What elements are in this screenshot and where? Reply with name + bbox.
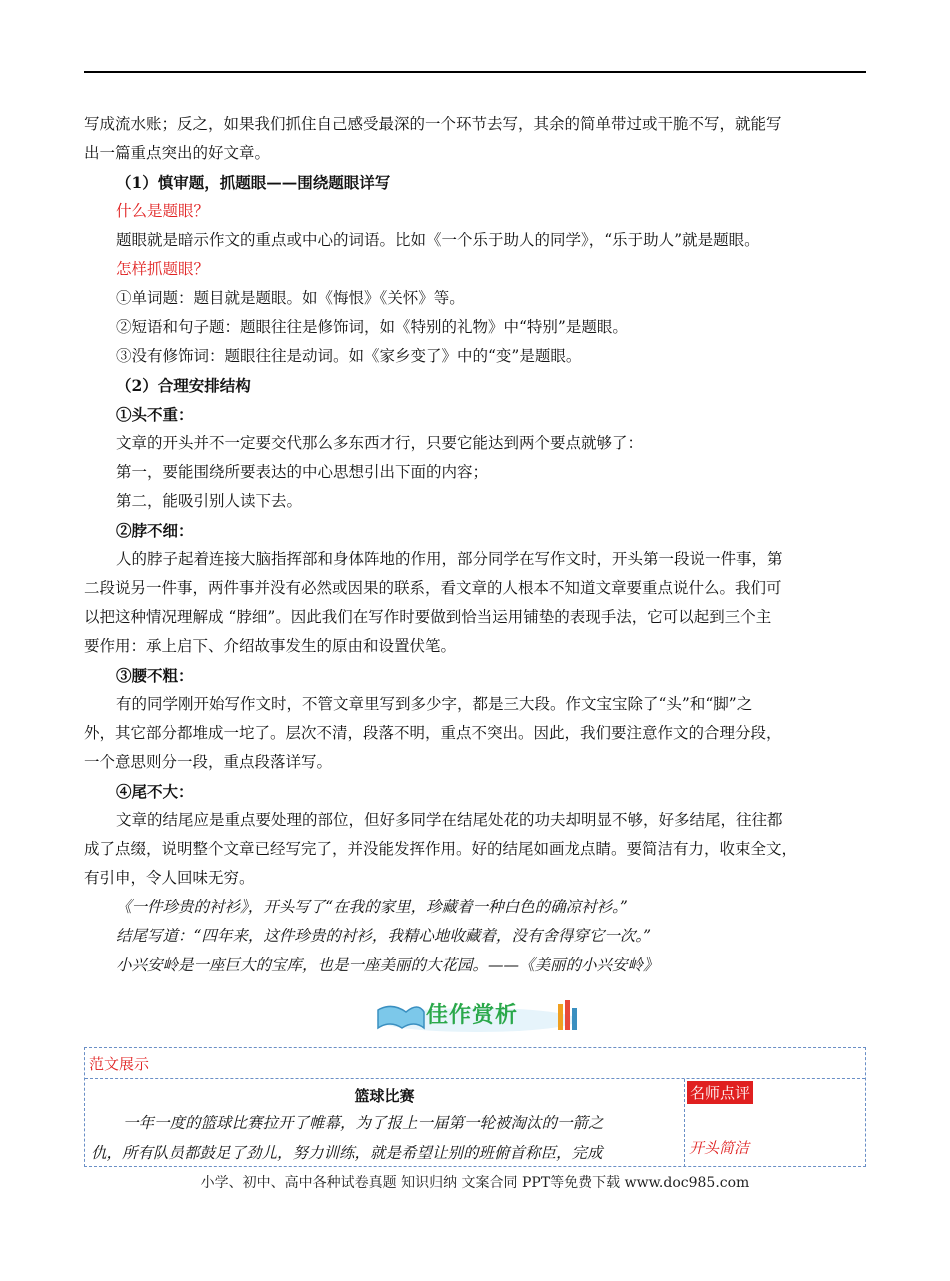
question-heading: 怎样抓题眼？ [116, 260, 210, 278]
comment-text: 开头简洁 [689, 1139, 750, 1157]
sample-essay-box [84, 1047, 866, 1167]
intro-line: 出一篇重点突出的好文章。 [84, 144, 271, 162]
example-quote: 小兴安岭是一座巨大的宝库，也是一座美丽的大花园。——《美丽的小兴安岭》 [116, 956, 659, 974]
sample-header: 范文展示 [85, 1048, 865, 1079]
example-quote: 《一件珍贵的衬衫》，开头写了“在我的家里，珍藏着一种白色的确凉衬衫。” [116, 898, 628, 916]
paragraph: 题眼就是暗示作文的重点或中心的词语。比如《一个乐于助人的同学》，“乐于助人”就是题眼。 [116, 231, 760, 249]
essay-panel [85, 1079, 684, 1167]
paragraph-line: 人的脖子起着连接大脑指挥部和身体阵地的作用，部分同学在写作文时，开头第一段说一件事，第 [116, 550, 783, 568]
essay-line: 一年一度的篮球比赛拉开了帷幕，为了报上一届第一轮被淘汰的一箭之 [123, 1114, 604, 1132]
paragraph-line: 要作用：承上启下、介绍故事发生的原由和设置伏笔。 [84, 637, 457, 655]
paragraph-line: 二段说另一件事，两件事并没有必然或因果的联系，看文章的人根本不知道文章要重点说什么。我们可 [84, 579, 782, 597]
subsection-heading: ②脖不细： [116, 521, 194, 540]
paragraph: 第一，要能围绕所要表达的中心思想引出下面的内容； [116, 463, 489, 481]
section-heading: （2）合理安排结构 [116, 376, 251, 395]
paragraph-line: 外，其它部分都堆成一坨了。层次不清，段落不明，重点不突出。因此，我们要注意作文的合理分段， [84, 724, 782, 742]
essay-title: 篮球比赛 [354, 1087, 415, 1105]
paragraph-line: 以把这种情况理解成 “脖细”。因此我们在写作时要做到恰当运用铺垫的表现手法，它可以起到三个主 [84, 608, 772, 626]
document-body [84, 110, 869, 980]
paragraph-line: 文章的结尾应是重点要处理的部位，但好多同学在结尾处花的功夫却明显不够，好多结尾，往往都 [116, 811, 783, 829]
question-heading: 什么是题眼？ [116, 202, 210, 220]
paragraph-line: 有引申，令人回味无穷。 [84, 869, 255, 887]
section-banner [372, 990, 582, 1036]
paragraph-line: 一个意思则分一段，重点段落详写。 [84, 753, 333, 771]
section-heading: （1）慎审题，抓题眼——围绕题眼详写 [116, 173, 391, 192]
intro-line: 写成流水账；反之，如果我们抓住自己感受最深的一个环节去写，其余的简单带过或干脆不写，就能写 [84, 115, 782, 133]
essay-line: 仇，所有队员都鼓足了劲儿，努力训练，就是希望让别的班俯首称臣，完成 [91, 1144, 603, 1162]
teacher-comment-panel [684, 1079, 866, 1167]
subsection-heading: ④尾不大： [116, 782, 194, 801]
essay-body [85, 1108, 684, 1168]
example-quote: 结尾写道：“四年来，这件珍贵的衬衫，我精心地收藏着，没有舍得穿它一次。” [116, 927, 652, 945]
teacher-comment-label: 名师点评 [687, 1081, 753, 1104]
list-item: ②短语和句子题：题眼往往是修饰词，如《特别的礼物》中“特别”是题眼。 [116, 318, 628, 336]
banner-label: 佳作赏析 [426, 1003, 519, 1028]
subsection-heading: ③腰不粗： [116, 666, 194, 685]
paragraph: 文章的开头并不一定要交代那么多东西才行，只要它能达到两个要点就够了： [116, 434, 644, 452]
list-item: ③没有修饰词：题眼往往是动词。如《家乡变了》中的“变”是题眼。 [116, 347, 582, 365]
paragraph-line: 成了点缀，说明整个文章已经写完了，并没能发挥作用。好的结尾如画龙点睛。要简洁有力，收束全文， [84, 840, 798, 858]
page-footer: 小学、初中、高中各种试卷真题 知识归纳 文案合同 PPT等免费下载 www.doc985.com [200, 1175, 750, 1191]
header-rule [84, 71, 866, 73]
list-item: ①单词题：题目就是题眼。如《悔恨》《关怀》等。 [116, 289, 465, 307]
paragraph: 第二，能吸引别人读下去。 [116, 492, 303, 510]
paragraph-line: 有的同学刚开始写作文时，不管文章里写到多少字，都是三大段。作文宝宝除了“头”和“脚”之 [116, 695, 753, 713]
subsection-heading: ①头不重： [116, 405, 194, 424]
